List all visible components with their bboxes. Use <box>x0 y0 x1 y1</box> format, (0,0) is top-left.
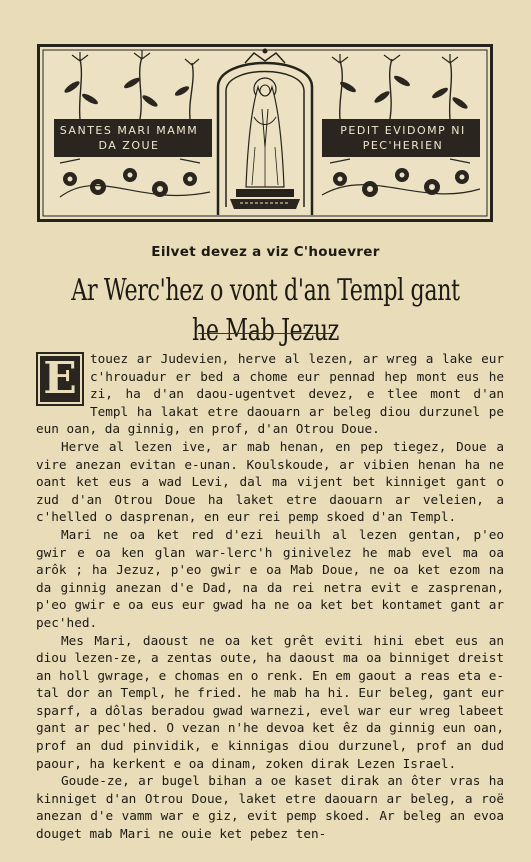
band-right-line-2: PEC'HERIEN <box>362 139 444 152</box>
paragraph-3: Mari ne oa ket red d'ezi heuilh al lezen gentan, p'eo gwir e oa ken glan war-lerc'h ginivelez he mab evel ma oa arôk ; ha Jezuz, p'eo gwir e oa Mab Doue, ne oa ket ezom na da ginnig anezan d'e Dad, na da rei netra evit e zasprenan, p'eo gwir e oa eus eur gwad ha ne oa ket bet kontamet gant ar pec'hed. <box>36 526 504 630</box>
band-left-text <box>54 123 204 153</box>
title-divider <box>198 333 333 334</box>
band-right-text <box>328 123 478 153</box>
band-left-line-2: DA ZOUE <box>98 139 160 152</box>
date-subtitle: Eilvet devez a viz C'houevrer <box>151 244 380 260</box>
page-title: Ar Werc'hez o vont d'an Templ gant he Mab Jezuz <box>71 273 460 348</box>
band-left-line-1: SANTES MARI MAMM <box>59 124 199 137</box>
band-right-line-1: PEDIT EVIDOMP NI <box>340 124 466 137</box>
paragraph-4: Mes Mari, daoust ne oa ket grêt eviti hini ebet eus an diou lezen-ze, a zentas oute, ha daoust ma oa binniget dreist an holl gwrage, e chomas en o renk. En em gaout a reas eta e-tal dor an Templ, he fried. he mab ha hi. Eur beleg, gant eur sparf, a dôlas beradou gwad warnezi, evel war eur wreg labeet gant ar pec'hed. O vezan n'he devoa ket êz da ginnig eun oan, prof an dud pinvidik, e kinnigas diou durzunel, prof an dud paour, ha kerkent e oa dinam, zoken dirak Lezen Israel. <box>36 632 504 771</box>
article-body <box>36 350 504 843</box>
paragraph-1-text: touez ar Judevien, herve al lezen, ar wreg a lake eur c'hrouadur er bed a chome eur pennad hep mont eus he zi, ha d'an daou-ugentvet devez, e tlee mont d'an Templ ha lakat etre daouarn ar beleg diou durzunel pe eun oan, da ginnig, en prof, d'an Otrou Doue. <box>36 351 504 437</box>
paragraph-2: Herve al lezen ive, ar mab henan, en pep tiegez, Doue a vire anezan evitan e-unan. Koulskoude, ar vibien henan ha ne oant ket eus a wad Levi, dal ma vijent bet kinniget gant o zud d'an Otrou Doue ha laket etre daouarn ar veleien, a c'helled o dasprenan, en eur rei pemp skoed d'an Templ. <box>36 438 504 525</box>
drop-cap: E <box>36 352 84 406</box>
paragraph-5: Goude-ze, ar bugel bihan a oe kaset dirak an ôter vras ha kinniget d'an Otrou Doue, laket etre daouarn ar beleg, a roë anezan d'e vamm war e giz, evit pemp skoed. Ar beleg an evoa douget mab Mari ne ouie ket pebez ten- <box>36 773 504 842</box>
paragraph-1 <box>36 350 504 438</box>
header-vignette <box>37 44 493 222</box>
